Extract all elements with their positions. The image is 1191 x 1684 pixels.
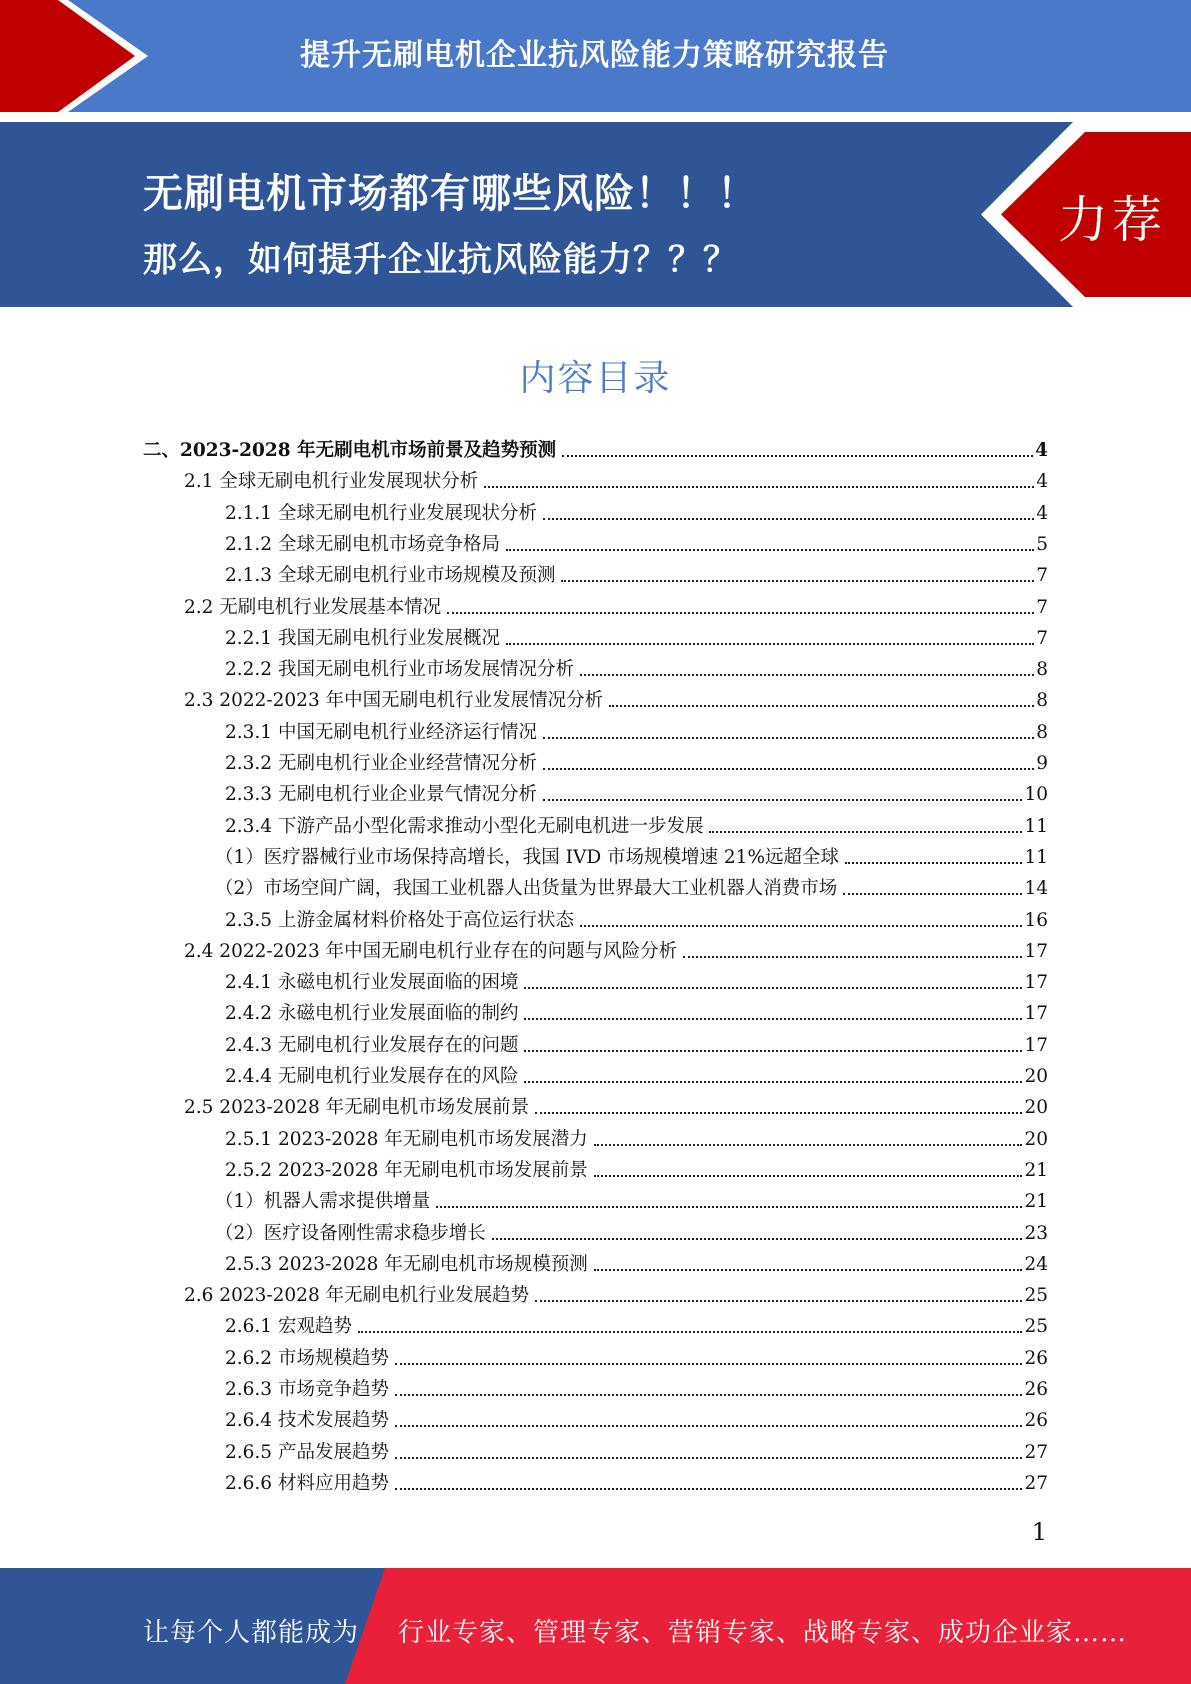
toc-entry-page: 17 bbox=[1024, 1003, 1048, 1025]
hero-headline: 无刷电机市场都有哪些风险！！！ bbox=[143, 171, 758, 217]
toc-dot-leader bbox=[358, 1331, 1023, 1333]
toc-entry-page: 21 bbox=[1024, 1159, 1048, 1181]
toc-entry[interactable] bbox=[225, 998, 1048, 1029]
top-banner bbox=[0, 0, 1191, 112]
toc-entry-page: 8 bbox=[1036, 721, 1048, 743]
toc-dot-leader bbox=[535, 1300, 1022, 1302]
toc-entry-page: 24 bbox=[1024, 1253, 1048, 1275]
toc-dot-leader bbox=[845, 862, 1022, 864]
toc-dot-leader bbox=[843, 893, 1022, 895]
toc-heading: 内容目录 bbox=[519, 358, 672, 399]
toc-entry-page: 20 bbox=[1024, 1097, 1048, 1119]
toc-entry-title: 2.3.3 无刷电机行业企业景气情况分析 bbox=[225, 784, 537, 806]
toc-entry[interactable] bbox=[225, 967, 1048, 998]
toc-entry-page: 27 bbox=[1024, 1472, 1048, 1494]
toc-entry-page: 26 bbox=[1024, 1410, 1048, 1432]
toc-entry[interactable] bbox=[225, 1311, 1048, 1342]
toc-entry-title: 2.5.2 2023-2028 年无刷电机市场发展前景 bbox=[225, 1159, 588, 1181]
toc-dot-leader bbox=[492, 1238, 1023, 1240]
toc-dot-leader bbox=[395, 1363, 1022, 1365]
toc-entry-page: 17 bbox=[1024, 940, 1048, 962]
toc-dot-leader bbox=[535, 1112, 1022, 1114]
toc-entry[interactable] bbox=[184, 1092, 1048, 1123]
toc-dot-leader bbox=[543, 737, 1034, 739]
toc-entry[interactable] bbox=[225, 717, 1048, 748]
toc-dot-leader bbox=[484, 486, 1034, 488]
toc-entry-title: 2.3.5 上游金属材料价格处于高位运行状态 bbox=[225, 909, 574, 931]
toc-entry-page: 7 bbox=[1036, 627, 1048, 649]
toc-dot-leader bbox=[580, 925, 1022, 927]
recommend-badge-label: 力荐 bbox=[1058, 191, 1166, 249]
toc-entry-page: 27 bbox=[1024, 1441, 1048, 1463]
toc-entry-title: 2.4.1 永磁电机行业发展面临的困境 bbox=[225, 972, 519, 994]
toc-entry-page: 25 bbox=[1024, 1285, 1048, 1307]
toc-entry[interactable] bbox=[225, 560, 1048, 591]
toc-entry[interactable] bbox=[184, 592, 1048, 623]
toc-entry-title: 2.4.2 永磁电机行业发展面临的制约 bbox=[225, 1003, 519, 1025]
toc-entry-title: （2）市场空间广阔，我国工业机器人出货量为世界最大工业机器人消费市场 bbox=[215, 878, 838, 900]
toc-entry[interactable] bbox=[225, 1437, 1048, 1468]
toc-entry[interactable] bbox=[225, 905, 1048, 936]
toc-entry-title: 2.6.2 市场规模趋势 bbox=[225, 1347, 389, 1369]
toc-entry[interactable] bbox=[225, 1405, 1048, 1436]
toc-entry-title: 2.3.4 下游产品小型化需求推动小型化无刷电机进一步发展 bbox=[225, 815, 704, 837]
toc-dot-leader bbox=[506, 643, 1034, 645]
toc-entry[interactable] bbox=[143, 435, 1048, 466]
toc-dot-leader bbox=[580, 674, 1034, 676]
toc-entry-title: 二、2023-2028 年无刷电机市场前景及趋势预测 bbox=[143, 440, 557, 461]
toc-entry-page: 14 bbox=[1024, 878, 1048, 900]
toc-entry-title: 2.4.4 无刷电机行业发展存在的风险 bbox=[225, 1066, 519, 1087]
toc-dot-leader bbox=[561, 580, 1034, 582]
toc-entry-page: 7 bbox=[1036, 596, 1048, 618]
toc-entry-title: 2.2 无刷电机行业发展基本情况 bbox=[184, 596, 442, 618]
toc-entry[interactable] bbox=[225, 529, 1048, 560]
hero-subhead: 那么，如何提升企业抗风险能力？？？ bbox=[143, 240, 738, 280]
toc-dot-leader bbox=[683, 956, 1022, 958]
toc-dot-leader bbox=[594, 1269, 1023, 1271]
footer-slogan: 让每个人都能成为 bbox=[143, 1618, 360, 1648]
toc-entry[interactable] bbox=[225, 1030, 1048, 1061]
toc-entry[interactable] bbox=[225, 779, 1048, 810]
report-title: 提升无刷电机企业抗风险能力策略研究报告 bbox=[300, 38, 889, 73]
toc-entry[interactable] bbox=[225, 811, 1048, 842]
toc-dot-leader bbox=[609, 705, 1034, 707]
toc-dot-leader bbox=[543, 768, 1034, 770]
toc-entry-page: 17 bbox=[1024, 972, 1048, 994]
toc-entry[interactable] bbox=[225, 1249, 1048, 1280]
toc-entry-page: 8 bbox=[1036, 690, 1048, 712]
toc-entry-title: 2.4 2022-2023 年中国无刷电机行业存在的问题与风险分析 bbox=[184, 940, 678, 962]
toc-entry-page: 21 bbox=[1024, 1191, 1048, 1213]
toc-dot-leader bbox=[395, 1488, 1022, 1490]
toc-entry-title: 2.1.2 全球无刷电机市场竞争格局 bbox=[225, 533, 500, 555]
toc-entry[interactable] bbox=[184, 936, 1048, 967]
toc-entry-title: 2.5.3 2023-2028 年无刷电机市场规模预测 bbox=[225, 1253, 588, 1275]
toc-entry-title: 2.1.1 全球无刷电机行业发展现状分析 bbox=[225, 502, 537, 524]
toc-dot-leader bbox=[524, 1050, 1022, 1052]
toc-entry[interactable] bbox=[225, 623, 1048, 654]
toc-entry-page: 11 bbox=[1024, 815, 1048, 837]
toc-entry-page: 9 bbox=[1036, 753, 1048, 774]
toc-dot-leader bbox=[395, 1457, 1022, 1459]
toc-entry[interactable] bbox=[215, 873, 1048, 904]
toc-dot-leader bbox=[562, 455, 1033, 457]
toc-entry-title: 2.6.5 产品发展趋势 bbox=[225, 1441, 389, 1463]
toc-entry[interactable] bbox=[225, 1124, 1048, 1155]
toc-entry-page: 20 bbox=[1024, 1128, 1048, 1150]
toc-entry-title: 2.6.1 宏观趋势 bbox=[225, 1316, 352, 1338]
toc-entry[interactable] bbox=[225, 498, 1048, 529]
toc-entry[interactable] bbox=[225, 1374, 1048, 1405]
toc-entry-title: 2.5.1 2023-2028 年无刷电机市场发展潜力 bbox=[225, 1128, 588, 1150]
toc-entry-title: （1）机器人需求提供增量 bbox=[215, 1191, 431, 1213]
toc-entry-page: 17 bbox=[1024, 1034, 1048, 1056]
toc-entry-title: 2.6.6 材料应用趋势 bbox=[225, 1472, 389, 1494]
toc-entry-title: 2.3 2022-2023 年中国无刷电机行业发展情况分析 bbox=[184, 690, 604, 712]
toc-entry-title: 2.5 2023-2028 年无刷电机市场发展前景 bbox=[184, 1097, 530, 1119]
toc-entry-page: 25 bbox=[1024, 1316, 1048, 1338]
toc-entry[interactable] bbox=[225, 1061, 1048, 1092]
toc-entry[interactable] bbox=[215, 1186, 1048, 1217]
toc-dot-leader bbox=[447, 612, 1034, 614]
toc-entry[interactable] bbox=[225, 1468, 1048, 1499]
toc-entry-page: 4 bbox=[1036, 471, 1048, 493]
toc-entry-page: 4 bbox=[1035, 440, 1048, 461]
toc-dot-leader bbox=[543, 518, 1034, 520]
toc-entry[interactable] bbox=[215, 1218, 1048, 1249]
toc-entry-page: 8 bbox=[1036, 659, 1048, 681]
toc-entry-page: 11 bbox=[1024, 846, 1048, 868]
toc-dot-leader bbox=[395, 1425, 1022, 1427]
toc-entry-page: 16 bbox=[1024, 909, 1048, 931]
band-divider bbox=[0, 112, 1191, 122]
toc-dot-leader bbox=[524, 1018, 1022, 1020]
toc-entry-title: （2）医疗设备刚性需求稳步增长 bbox=[215, 1222, 486, 1244]
toc-entry-title: 2.3.2 无刷电机行业企业经营情况分析 bbox=[225, 753, 537, 774]
toc-dot-leader bbox=[524, 1081, 1022, 1083]
toc-entry-page: 20 bbox=[1024, 1066, 1048, 1087]
toc-entry[interactable] bbox=[225, 654, 1048, 685]
toc-entry-title: 2.6 2023-2028 年无刷电机行业发展趋势 bbox=[184, 1285, 530, 1307]
toc-dot-leader bbox=[524, 987, 1022, 989]
toc-dot-leader bbox=[506, 549, 1034, 551]
toc-entry-title: 2.1 全球无刷电机行业发展现状分析 bbox=[184, 471, 479, 493]
top-arrow-decoration bbox=[0, 0, 150, 112]
toc-dot-leader bbox=[594, 1175, 1023, 1177]
toc-entry[interactable] bbox=[215, 842, 1048, 873]
toc-entry[interactable] bbox=[225, 1155, 1048, 1186]
toc-entry[interactable] bbox=[225, 1343, 1048, 1374]
toc-entry-title: 2.1.3 全球无刷电机行业市场规模及预测 bbox=[225, 565, 556, 587]
toc-entry-page: 23 bbox=[1024, 1222, 1048, 1244]
toc-dot-leader bbox=[436, 1206, 1022, 1208]
toc-entry[interactable] bbox=[184, 466, 1048, 497]
toc-entry-page: 10 bbox=[1024, 784, 1048, 806]
toc-entry-title: 2.2.2 我国无刷电机行业市场发展情况分析 bbox=[225, 659, 574, 681]
toc-entry-title: 2.6.3 市场竞争趋势 bbox=[225, 1379, 389, 1400]
toc-entry-title: 2.2.1 我国无刷电机行业发展概况 bbox=[225, 627, 500, 649]
footer-roles: 行业专家、管理专家、营销专家、战略专家、成功企业家…… bbox=[398, 1618, 1128, 1648]
toc-entry[interactable] bbox=[225, 748, 1048, 779]
page-number: 1 bbox=[1031, 1518, 1047, 1546]
toc-entry-page: 4 bbox=[1036, 502, 1048, 524]
toc-entry-page: 26 bbox=[1024, 1379, 1048, 1400]
toc-entry-title: 2.4.3 无刷电机行业发展存在的问题 bbox=[225, 1034, 519, 1056]
toc-dot-leader bbox=[395, 1394, 1022, 1396]
toc-entry-page: 26 bbox=[1024, 1347, 1048, 1369]
toc-entry-page: 5 bbox=[1036, 533, 1048, 555]
toc-entry[interactable] bbox=[184, 1280, 1048, 1311]
toc-entry-title: 2.6.4 技术发展趋势 bbox=[225, 1410, 389, 1432]
toc-dot-leader bbox=[709, 831, 1022, 833]
toc-entry-title: （1）医疗器械行业市场保持高增长，我国 IVD 市场规模增速 21%远超全球 bbox=[215, 846, 840, 868]
toc-entry[interactable] bbox=[184, 685, 1048, 716]
toc-dot-leader bbox=[543, 799, 1022, 801]
toc-dot-leader bbox=[594, 1144, 1023, 1146]
toc-entry-title: 2.3.1 中国无刷电机行业经济运行情况 bbox=[225, 721, 537, 743]
toc-entry-page: 7 bbox=[1036, 565, 1048, 587]
